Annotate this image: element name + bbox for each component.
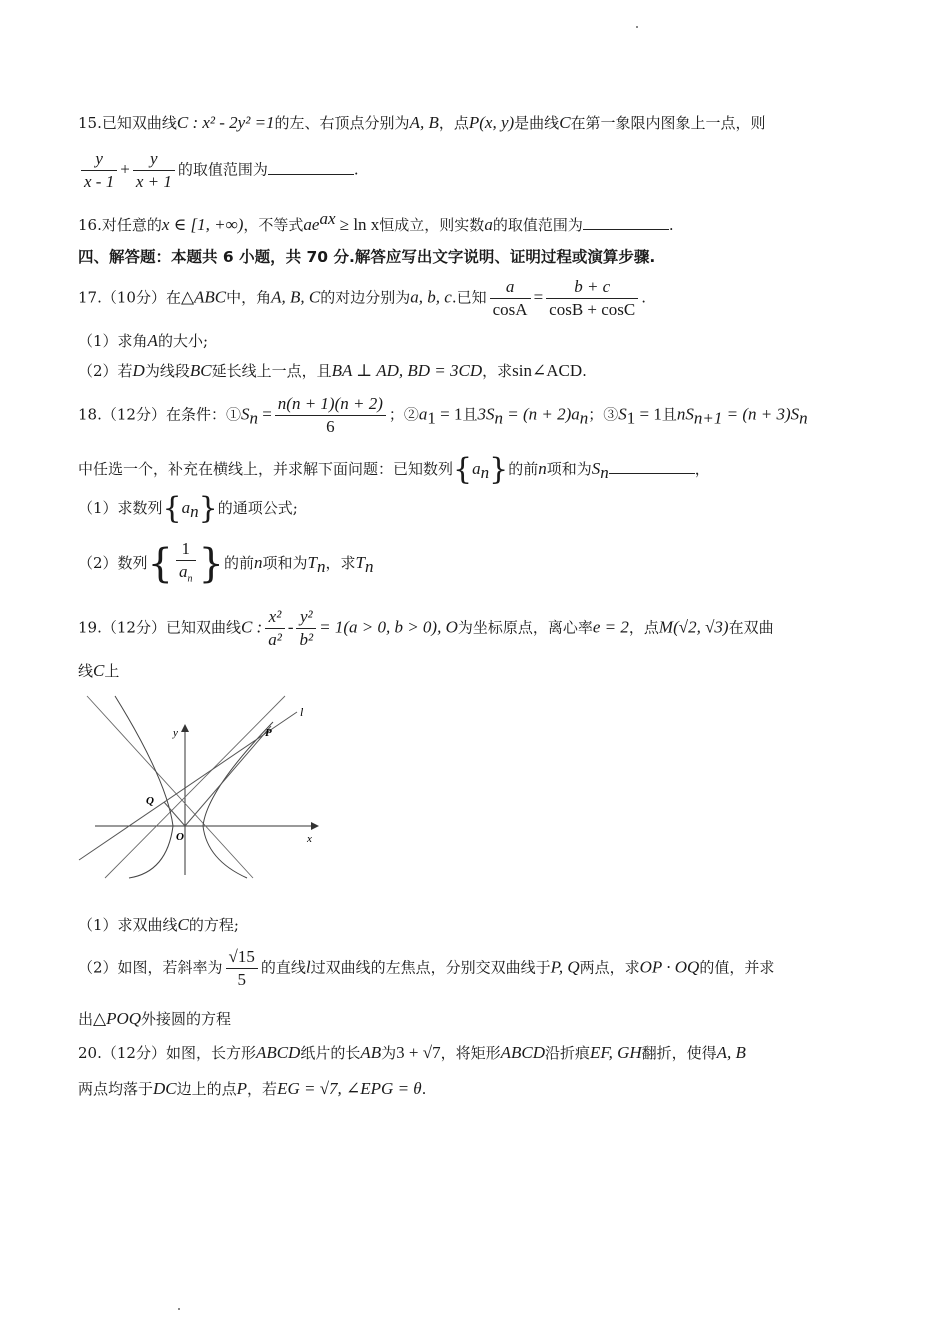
segment-op [185, 726, 271, 826]
bottom-dot [178, 1308, 180, 1310]
top-dot [636, 26, 638, 28]
q19-line3: 出△POQ外接圆的方程 [78, 1009, 232, 1028]
label-y: y [173, 727, 178, 739]
q16-line: 16.对任意的x ∈ [1, +∞)，不等式$ae^{ax} \ge \ln x$恒成立，则实数a的取值范围为 . [78, 209, 674, 234]
q19-part1: （1）求双曲线C的方程; [78, 915, 239, 934]
q15-fraction-2: $\frac{y}{x + 1}$ [133, 148, 175, 193]
x-axis-arrow [311, 822, 319, 830]
segment-oq [164, 802, 185, 826]
hyperbola-right-branch [203, 722, 273, 878]
q18-recip-fraction: $\frac{1}{a_n}$ [176, 538, 196, 590]
hyperbola-left-branch [115, 696, 173, 878]
answer-blank [609, 459, 695, 474]
q18-part1: （1）求数列$\{a_n\}$的通项公式; [78, 491, 298, 526]
q17-part2: （2）若D为线段BC延长线上一点，且BA ⊥ AD, BD = 3CD，求sin∠ACD. [78, 361, 587, 380]
q18-fraction: $\frac{n(n + 1)(n + 2)}{6}$ [275, 393, 386, 438]
label-l: l [300, 705, 304, 719]
label-o: O [176, 831, 184, 843]
q19-line2: 线C上 [78, 661, 120, 680]
answer-blank [268, 160, 354, 175]
q17-line1: 17.（10分）在△ABC中，角A, B, C的对边分别为a, b, c.已知 $\frac{a}{\cos A}$ = $\frac{b + c}{\cos B + \cos C}$ . [78, 277, 647, 319]
q18-line2: 中任选一个，补充在横线上，并求解下面问题：已知数列$\{a_n\}$的前n项和为$S_n$ ， [78, 452, 710, 487]
q19-slope-fraction: $\frac{√15}{5}$ [226, 946, 258, 991]
q15-line1: 15.已知双曲线C : x² - 2y² =1的左、右顶点分别为A, B，点P(x, y)是曲线C在第一象限内图象上一点，则 [78, 113, 766, 132]
q15-fraction-1: $\frac{y}{x - 1}$ [81, 148, 117, 193]
q20-line1: 20.（12分）如图，长方形ABCD纸片的长AB为3 + √7，将矩形ABCD沿折痕EF, GH翻折，使得A, B [78, 1043, 746, 1062]
q20-line2: 两点均落于DC边上的点P，若EG = √7, ∠EPG = θ. [78, 1079, 427, 1098]
label-p: P [265, 727, 272, 739]
hyperbola-figure [75, 690, 325, 880]
q19-fraction-2: $\frac{\text{y²}}{\text{b²}}$ [296, 606, 316, 651]
answer-blank [583, 215, 669, 230]
label-x: x [307, 833, 312, 845]
y-axis-arrow [181, 724, 189, 732]
q18-line1: 18.（12分）在条件：$①S_n$ = $\frac{n(n + 1)(n + 2)}{6}$ ；$②a_1 = 1$且$3S_n = (n + 2)a_n$；$③S_1 = 1$且$nS_{n+1} = (n + 3)S_n$ [78, 394, 808, 436]
q19-fraction-1: $\frac{\text{x²}}{\text{a²}}$ [265, 606, 285, 651]
asymptote-1 [87, 696, 253, 878]
q19-line1: 19.（12分）已知双曲线C : $\frac{\text{x²}}{\text{a²}}$ - $\frac{\text{y²}}{\text{b²}}$ = 1(a > 0, b > 0), O为坐标原点，离心率e = 2，点M(√2, √3)在双曲 [78, 607, 774, 649]
asymptote-2 [105, 696, 285, 878]
section-heading: 四、解答题：本题共 6 小题，共 70 分.解答应写出文字说明、证明过程或演算步骤. [78, 248, 656, 266]
q15-line2: $\frac{y}{x - 1}$ + $\frac{y}{x + 1}$ 的取值范围为 . [78, 148, 870, 193]
q18-part2: （2）数列{ $\frac{1}{a_n}$ }的前n项和为$T_n$，求$T_n$ [78, 538, 870, 590]
label-q: Q [146, 795, 154, 807]
q19-part2: （2）如图，若斜率为 $\frac{√15}{5}$ 的直线l过双曲线的左焦点，分别交双曲线于P, Q两点，求OP · OQ的值，并求 [78, 947, 775, 989]
q17-part1: （1）求角A的大小; [78, 331, 208, 350]
q17-fraction-1: $\frac{a}{\cos A}$ [490, 276, 531, 321]
q17-fraction-2: $\frac{b + c}{\cos B + \cos C}$ [546, 276, 638, 321]
